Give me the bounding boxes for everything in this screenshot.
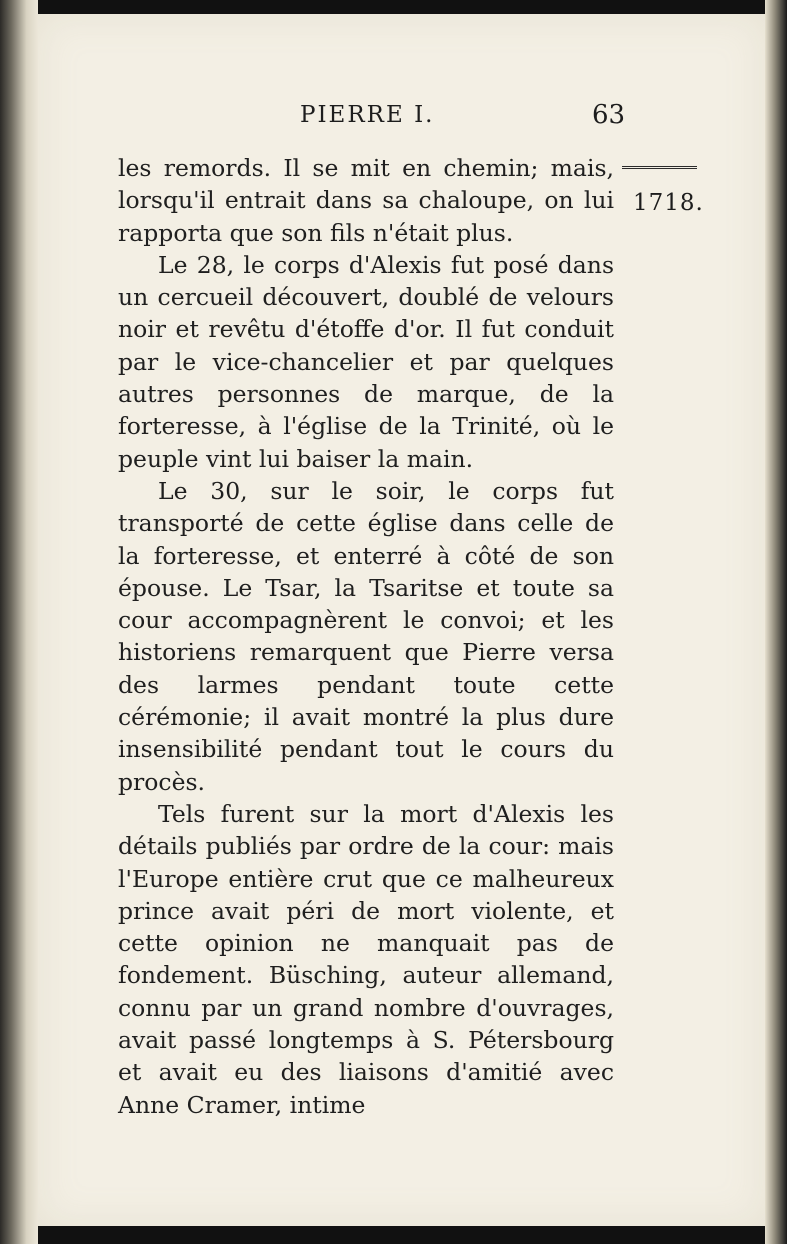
margin-rule — [622, 166, 697, 171]
page-number: 63 — [592, 100, 626, 130]
paragraph: Le 28, le corps d'Alexis fut posé dans un cercueil découvert, doublé de velours noir et revêtu d'étoffe d'or. Il fut conduit par le vice-chancelier et par quelques autres personnes de marque, de la forteresse, à l'église de la Trinité, où le peuple vint lui baiser la main. — [118, 250, 614, 473]
paragraph: Le 30, sur le soir, le corps fut transporté de cette église dans celle de la forteresse, et enterré à côté de son épouse. Le Tsar, la Tsaritse et toute sa cour accompagnèrent le convoi; et les historiens remarquent que Pierre versa des larmes pendant toute cette cérémonie; il avait montré la plus dure insensibilité pendant tout le cours du procès. — [118, 476, 614, 796]
body-text — [118, 152, 614, 1121]
binding-edge — [0, 0, 38, 1244]
margin-date: 1718. — [633, 190, 704, 216]
paragraph: Tels furent sur la mort d'Alexis les détails publiés par ordre de la cour: mais l'Europe entière crut que ce malheureux prince avait péri de mort violente, et cette opinion ne manquait pas de fondement. Büsching, auteur allemand, connu par un grand nombre d'ouvrages, avait passé longtemps à S. Pétersbourg et avait eu des liaisons d'amitié avec Anne Cramer, intime — [118, 799, 614, 1119]
page-edge — [765, 0, 787, 1244]
paragraph: les remords. Il se mit en chemin; mais, lorsqu'il entrait dans sa chaloupe, on lui rapporta que son fils n'était plus. — [118, 154, 614, 247]
running-header: PIERRE I. — [300, 102, 435, 128]
